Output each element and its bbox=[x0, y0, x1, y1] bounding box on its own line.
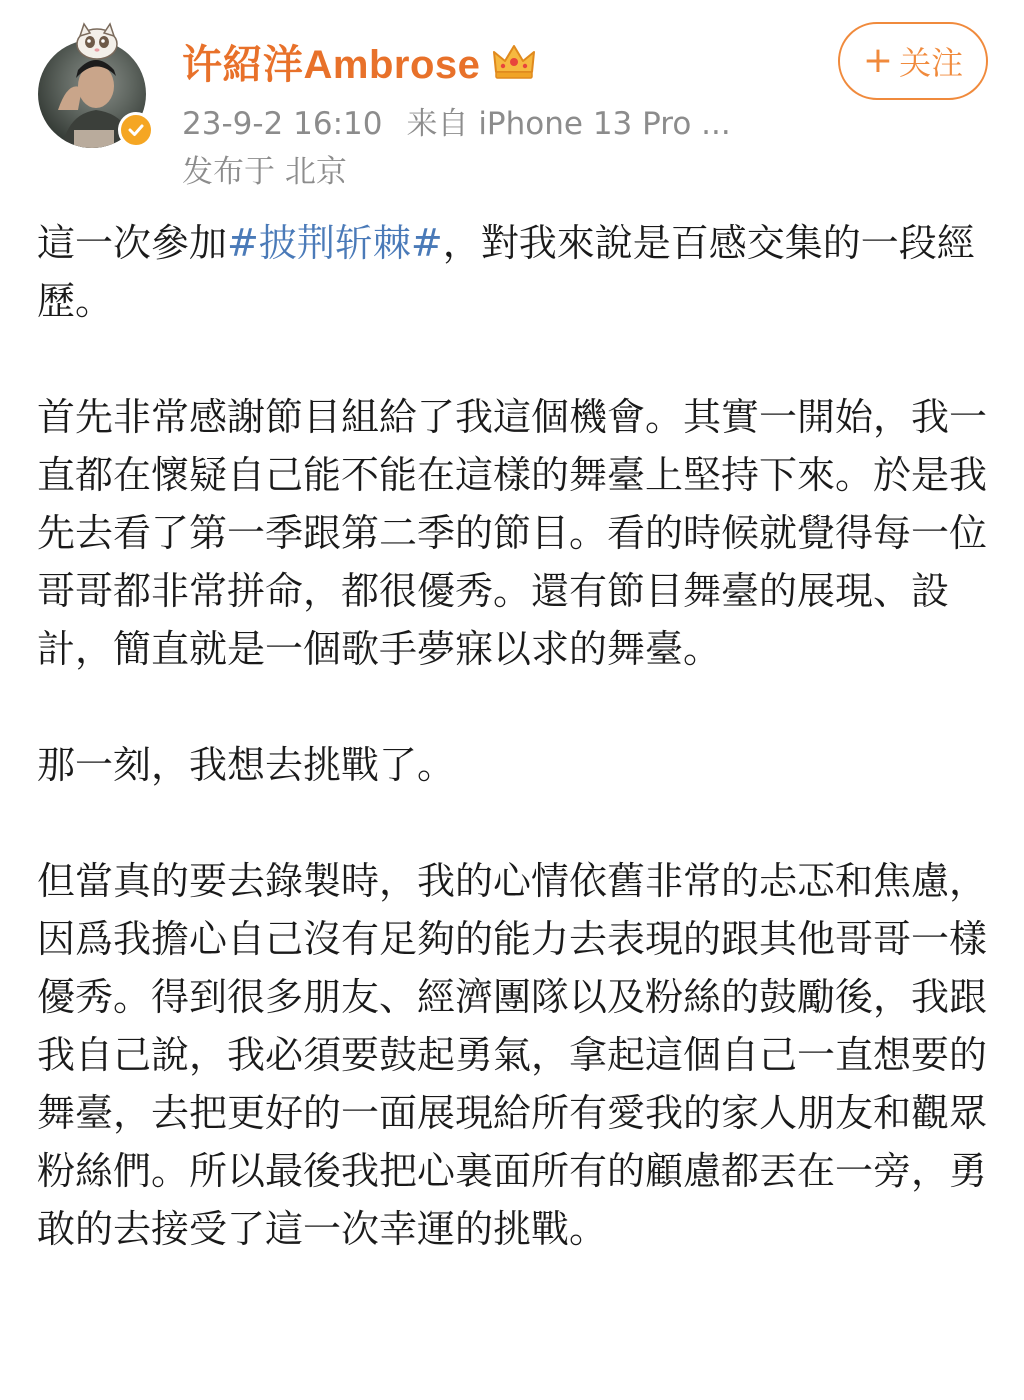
topic-link[interactable]: #披荆斩棘# bbox=[227, 221, 443, 265]
follow-button[interactable] bbox=[838, 22, 988, 100]
verified-check-icon bbox=[118, 112, 154, 148]
user-name-row bbox=[182, 34, 536, 88]
post-source[interactable]: 来自 iPhone 13 Pro ... bbox=[406, 106, 731, 142]
follow-button-label: 关注 bbox=[899, 44, 964, 82]
cat-icon bbox=[72, 22, 122, 60]
post-time: 23-9-2 16:10 bbox=[182, 106, 383, 142]
post-paragraph-1 bbox=[37, 214, 987, 330]
post-paragraph-4: 但當真的要去錄製時，我的心情依舊非常的忐忑和焦慮，因爲我擔心自己沒有足夠的能力去表現的跟其他哥哥一樣優秀。得到很多朋友、經濟團隊以及粉絲的鼓勵後，我跟我自己說，我必須要鼓起勇氣，拿起這個自己一直想要的舞臺，去把更好的一面展現給所有愛我的家人朋友和觀眾粉絲們。所以最後我把心裏面所有的顧慮都丟在一旁，勇敢的去接受了這一次幸運的挑戰。 bbox=[37, 859, 988, 1251]
avatar-group[interactable] bbox=[38, 28, 156, 146]
crown-icon[interactable] bbox=[492, 42, 536, 80]
post-body bbox=[37, 214, 987, 1258]
post-meta bbox=[182, 98, 731, 143]
post-paragraph-2: 首先非常感謝節目組給了我這個機會。其實一開始，我一直都在懷疑自己能不能在這樣的舞臺上堅持下來。於是我先去看了第一季跟第二季的節目。看的時候就覺得每一位哥哥都非常拼命，都很優秀。還有節目舞臺的展現、設計，簡直就是一個歌手夢寐以求的舞臺。 bbox=[37, 395, 988, 671]
post-header bbox=[0, 0, 1024, 200]
user-name[interactable]: 许紹洋Ambrose bbox=[182, 42, 481, 87]
post-paragraph-3: 那一刻，我想去挑戰了。 bbox=[37, 743, 456, 787]
post-text: ，對我來說是百感交集的一段經歷。 bbox=[37, 221, 975, 323]
post-text: 這一次參加 bbox=[37, 221, 228, 265]
plus-icon: + bbox=[862, 40, 894, 81]
post-location: 发布于 北京 bbox=[182, 154, 347, 190]
